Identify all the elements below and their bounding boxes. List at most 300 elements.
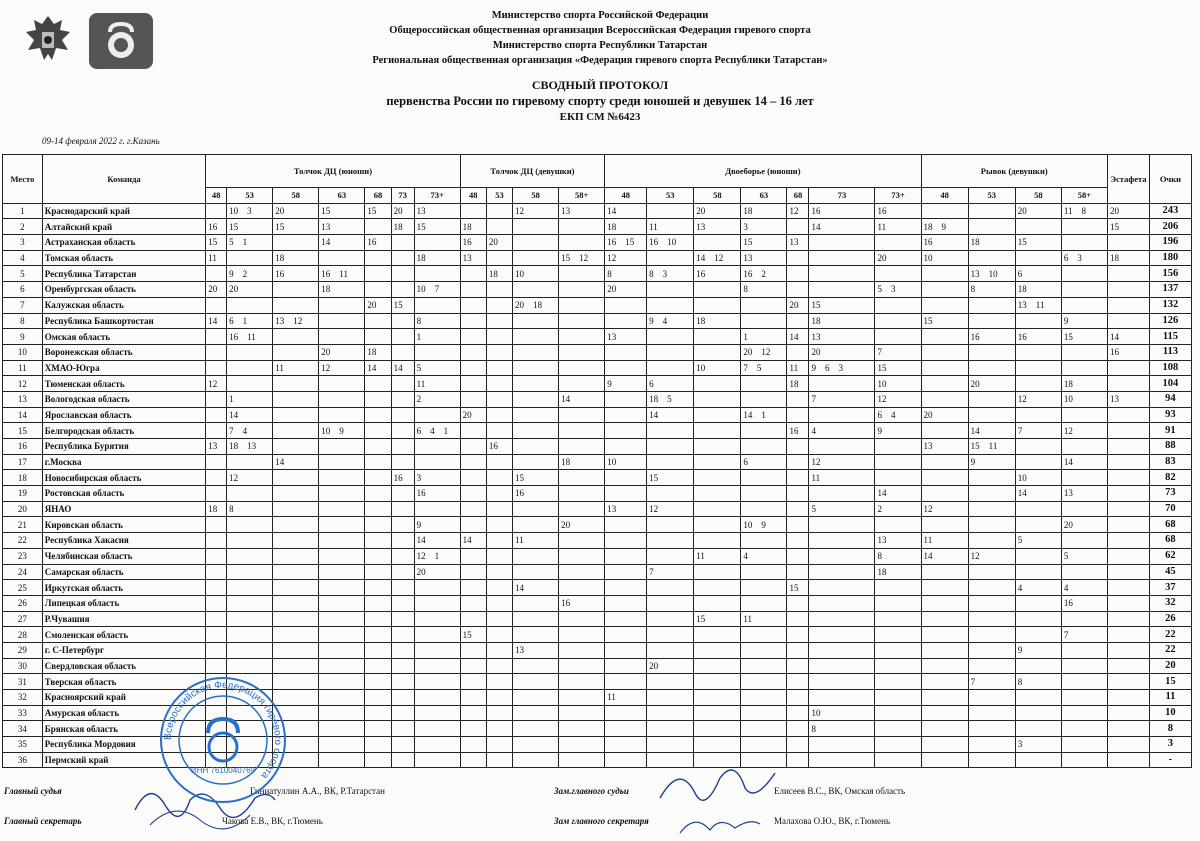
score-value: 8 3 — [649, 268, 668, 279]
score-cell — [486, 595, 512, 611]
score-cell — [486, 470, 512, 486]
score-cell — [787, 235, 809, 251]
score-value: 16 11 — [229, 331, 256, 342]
relay-cell — [1107, 548, 1149, 564]
stamp-inn: ИНН 7610040769 — [190, 766, 256, 775]
score-cell — [460, 391, 486, 407]
score-value: 8 — [607, 268, 612, 279]
score-cell — [875, 580, 921, 596]
place-cell: 10 — [3, 344, 43, 360]
score-cell — [414, 721, 460, 737]
score-value: 16 — [275, 268, 285, 279]
score-cell — [365, 282, 391, 298]
score-cell — [694, 470, 741, 486]
score-cell — [391, 376, 414, 392]
score-cell — [365, 690, 391, 706]
score-cell — [227, 611, 273, 627]
score-cell — [968, 611, 1015, 627]
weight-header: 73 — [809, 188, 875, 204]
table-row — [3, 470, 1192, 486]
score-value: 18 — [416, 253, 426, 264]
score-cell — [414, 313, 460, 329]
score-cell — [1015, 329, 1061, 345]
score-cell — [605, 533, 647, 549]
score-cell — [968, 642, 1015, 658]
score-cell — [391, 297, 414, 313]
score-cell — [559, 705, 605, 721]
score-value: 7 — [877, 347, 882, 358]
relay-cell — [1107, 721, 1149, 737]
score-cell — [741, 360, 787, 376]
score-value: 2 — [416, 394, 422, 405]
score-cell — [741, 595, 787, 611]
score-cell — [647, 658, 694, 674]
score-cell — [486, 235, 512, 251]
score-cell — [741, 580, 787, 596]
score-cell — [559, 470, 605, 486]
score-cell — [559, 360, 605, 376]
score-cell — [1015, 250, 1061, 266]
score-value: 16 — [462, 237, 472, 248]
relay-cell — [1107, 297, 1149, 313]
score-cell — [559, 611, 605, 627]
score-value: 4 — [1063, 582, 1069, 593]
points-cell: 115 — [1149, 329, 1191, 345]
score-cell — [968, 250, 1015, 266]
score-cell — [365, 611, 391, 627]
score-cell — [1061, 737, 1107, 753]
score-cell — [365, 297, 391, 313]
score-cell — [1061, 282, 1107, 298]
score-cell — [1061, 595, 1107, 611]
score-cell — [1015, 642, 1061, 658]
score-cell — [391, 203, 414, 219]
score-cell — [414, 486, 460, 502]
place-cell: 31 — [3, 674, 43, 690]
score-cell — [787, 297, 809, 313]
score-cell — [414, 219, 460, 235]
score-cell — [513, 705, 559, 721]
score-cell — [968, 235, 1015, 251]
score-cell — [206, 250, 227, 266]
score-cell — [486, 219, 512, 235]
relay-cell — [1107, 611, 1149, 627]
score-cell — [559, 423, 605, 439]
score-cell — [319, 250, 365, 266]
score-cell — [365, 203, 391, 219]
score-value: 16 15 — [607, 237, 635, 248]
score-cell — [227, 470, 273, 486]
score-cell — [365, 517, 391, 533]
score-cell — [1015, 219, 1061, 235]
score-cell — [875, 611, 921, 627]
score-cell — [1061, 329, 1107, 345]
table-row — [3, 533, 1192, 549]
score-value: 20 — [488, 237, 498, 248]
score-cell — [1015, 580, 1061, 596]
score-cell — [694, 564, 741, 580]
score-cell — [809, 454, 875, 470]
deputy-secretary-name: Малахова О.Ю., ВК, г.Тюмень — [774, 816, 891, 826]
score-cell — [921, 752, 968, 768]
score-cell — [273, 407, 319, 423]
score-cell — [875, 501, 921, 517]
score-value: 13 — [877, 535, 887, 546]
score-cell — [1061, 219, 1107, 235]
chief-judge-label: Главный судья — [4, 786, 62, 796]
score-cell — [1015, 454, 1061, 470]
deputy-secretary-label: Зам главного секретаря — [554, 816, 649, 826]
score-cell — [605, 313, 647, 329]
score-value: 15 — [743, 237, 753, 248]
score-cell — [647, 517, 694, 533]
score-cell — [414, 344, 460, 360]
score-cell — [787, 580, 809, 596]
score-value: 5 — [811, 504, 816, 515]
score-value: 7 — [649, 566, 654, 577]
score-value: 14 — [1017, 488, 1027, 499]
score-value: 14 — [649, 409, 659, 420]
score-cell — [460, 642, 486, 658]
relay-cell — [1107, 690, 1149, 706]
score-cell — [486, 266, 512, 282]
table-row — [3, 297, 1192, 313]
score-cell — [647, 313, 694, 329]
score-cell — [460, 752, 486, 768]
score-cell — [741, 250, 787, 266]
points-cell: 15 — [1149, 674, 1191, 690]
score-cell — [273, 376, 319, 392]
team-cell: Республика Татарстан — [42, 266, 205, 282]
score-cell — [273, 203, 319, 219]
organizer-line-2: Общероссийская общественная организация Всероссийская Федерация гиревого спорта — [389, 25, 811, 36]
document-title: СВОДНЫЙ ПРОТОКОЛ — [531, 78, 669, 92]
score-value: 14 — [1063, 457, 1073, 468]
score-cell — [414, 737, 460, 753]
score-cell — [1015, 313, 1061, 329]
score-cell — [460, 721, 486, 737]
points-cell: 82 — [1149, 470, 1191, 486]
score-cell — [875, 282, 921, 298]
score-cell — [559, 517, 605, 533]
score-cell — [414, 439, 460, 455]
score-value: 16 — [561, 598, 571, 609]
score-cell — [694, 690, 741, 706]
score-cell — [513, 313, 559, 329]
score-cell — [227, 642, 273, 658]
score-cell — [921, 407, 968, 423]
score-cell — [414, 564, 460, 580]
score-cell — [787, 391, 809, 407]
score-value: 16 2 — [743, 268, 766, 279]
score-cell — [647, 721, 694, 737]
score-cell — [513, 595, 559, 611]
score-cell — [809, 658, 875, 674]
score-value: 14 — [923, 551, 933, 562]
score-cell — [605, 297, 647, 313]
score-cell — [486, 439, 512, 455]
score-cell — [694, 439, 741, 455]
score-cell — [647, 611, 694, 627]
table-row — [3, 486, 1192, 502]
score-cell — [414, 282, 460, 298]
score-cell — [741, 486, 787, 502]
score-cell — [460, 439, 486, 455]
score-cell — [206, 391, 227, 407]
score-cell — [1061, 627, 1107, 643]
score-value: 20 — [462, 409, 472, 420]
table-row — [3, 266, 1192, 282]
score-cell — [206, 313, 227, 329]
points-cell: 68 — [1149, 533, 1191, 549]
score-cell — [809, 627, 875, 643]
score-value: 12 — [208, 378, 218, 389]
score-cell — [809, 376, 875, 392]
relay-cell — [1107, 360, 1149, 376]
team-cell: Республика Башкортостан — [42, 313, 205, 329]
score-cell — [319, 580, 365, 596]
points-cell: 73 — [1149, 486, 1191, 502]
score-cell — [787, 486, 809, 502]
score-cell — [694, 486, 741, 502]
score-cell — [968, 533, 1015, 549]
score-value: 12 1 — [416, 551, 440, 562]
score-cell — [559, 642, 605, 658]
ekp-number: ЕКП СМ №6423 — [559, 111, 641, 123]
score-cell — [486, 486, 512, 502]
score-value: 11 — [743, 613, 753, 624]
points-cell: 32 — [1149, 595, 1191, 611]
score-cell — [227, 344, 273, 360]
score-cell — [875, 548, 921, 564]
points-cell: 180 — [1149, 250, 1191, 266]
score-cell — [414, 407, 460, 423]
score-value: 4 — [743, 551, 748, 562]
score-cell — [1015, 690, 1061, 706]
score-cell — [227, 203, 273, 219]
score-cell — [460, 407, 486, 423]
team-cell: ЯНАО — [42, 501, 205, 517]
table-row — [3, 203, 1192, 219]
score-value: 1 — [743, 331, 748, 342]
score-cell — [206, 423, 227, 439]
score-cell — [460, 360, 486, 376]
score-cell — [1015, 266, 1061, 282]
score-cell — [486, 501, 512, 517]
points-cell: 8 — [1149, 721, 1191, 737]
score-cell — [968, 752, 1015, 768]
team-cell: Кировская область — [42, 517, 205, 533]
score-cell — [1015, 470, 1061, 486]
score-cell — [319, 391, 365, 407]
score-value: 18 — [367, 347, 377, 358]
score-cell — [559, 313, 605, 329]
score-cell — [273, 282, 319, 298]
score-cell — [921, 329, 968, 345]
score-cell — [968, 737, 1015, 753]
score-cell — [741, 407, 787, 423]
score-cell — [559, 501, 605, 517]
score-value: 9 — [970, 457, 976, 468]
points-cell: 10 — [1149, 705, 1191, 721]
team-cell: Республика Мордовия — [42, 737, 205, 753]
score-cell — [787, 470, 809, 486]
score-cell — [227, 501, 273, 517]
score-cell — [968, 548, 1015, 564]
score-cell — [968, 360, 1015, 376]
score-cell — [414, 642, 460, 658]
score-cell — [1015, 705, 1061, 721]
score-cell — [559, 266, 605, 282]
score-cell — [365, 658, 391, 674]
score-value: 7 5 — [743, 362, 762, 373]
score-cell — [414, 674, 460, 690]
score-cell — [319, 501, 365, 517]
score-cell — [391, 674, 414, 690]
date-place: 09-14 февраля 2022 г. г.Казань — [42, 136, 160, 146]
score-cell — [809, 297, 875, 313]
score-cell — [647, 219, 694, 235]
score-cell — [968, 376, 1015, 392]
score-value: 5 1 — [229, 237, 248, 248]
score-value: 20 — [208, 284, 218, 295]
score-cell — [513, 391, 559, 407]
score-value: 7 — [1063, 629, 1069, 640]
score-value: 15 — [275, 221, 285, 232]
score-cell — [486, 721, 512, 737]
score-value: 12 — [877, 394, 887, 405]
score-value: 9 — [1017, 645, 1023, 656]
score-cell — [921, 470, 968, 486]
relay-cell — [1107, 376, 1149, 392]
score-value: 20 18 — [515, 300, 543, 311]
score-cell — [1061, 533, 1107, 549]
score-value: 20 — [1063, 519, 1073, 530]
score-value: 16 11 — [321, 268, 348, 279]
score-cell — [787, 517, 809, 533]
score-value: 1 — [416, 331, 422, 342]
score-cell — [1015, 282, 1061, 298]
score-value: 4 — [811, 425, 816, 436]
place-cell: 30 — [3, 658, 43, 674]
score-cell — [391, 705, 414, 721]
score-cell — [227, 486, 273, 502]
score-cell — [391, 439, 414, 455]
score-cell — [921, 376, 968, 392]
score-cell — [391, 611, 414, 627]
score-cell — [391, 250, 414, 266]
score-value: 10 — [515, 268, 525, 279]
score-cell — [391, 690, 414, 706]
relay-cell: 16 — [1107, 344, 1149, 360]
score-cell — [605, 705, 647, 721]
score-cell — [741, 564, 787, 580]
score-value: 15 — [649, 472, 659, 483]
relay-cell: 20 — [1107, 203, 1149, 219]
score-value: 20 — [275, 206, 285, 217]
score-cell — [875, 564, 921, 580]
score-cell — [787, 627, 809, 643]
relay-cell — [1107, 313, 1149, 329]
score-cell — [559, 454, 605, 470]
score-value: 18 — [208, 504, 218, 515]
score-value: 16 — [1063, 598, 1073, 609]
score-cell — [1061, 376, 1107, 392]
score-cell — [809, 423, 875, 439]
score-cell — [875, 407, 921, 423]
score-value: 13 — [607, 331, 617, 342]
score-cell — [694, 533, 741, 549]
score-cell — [1061, 266, 1107, 282]
score-cell — [391, 486, 414, 502]
score-cell — [741, 737, 787, 753]
score-cell — [1061, 705, 1107, 721]
score-cell — [1061, 690, 1107, 706]
score-cell — [365, 360, 391, 376]
score-cell — [460, 470, 486, 486]
score-value: 20 — [367, 300, 377, 311]
place-cell: 16 — [3, 439, 43, 455]
score-cell — [460, 344, 486, 360]
points-cell: 94 — [1149, 391, 1191, 407]
score-cell — [319, 721, 365, 737]
place-cell: 19 — [3, 486, 43, 502]
score-cell — [875, 391, 921, 407]
score-cell — [460, 611, 486, 627]
score-cell — [921, 737, 968, 753]
score-cell — [809, 391, 875, 407]
score-value: 14 — [208, 315, 218, 326]
score-cell — [227, 627, 273, 643]
score-value: 2 — [877, 504, 882, 515]
score-cell — [694, 329, 741, 345]
score-cell — [365, 391, 391, 407]
score-cell — [741, 642, 787, 658]
score-value: 5 — [416, 362, 422, 373]
score-cell — [741, 548, 787, 564]
score-cell — [968, 658, 1015, 674]
score-cell — [1015, 423, 1061, 439]
score-value: 10 — [877, 378, 887, 389]
score-cell — [1015, 533, 1061, 549]
score-cell — [206, 486, 227, 502]
score-value: 10 — [607, 457, 617, 468]
table-row — [3, 501, 1192, 517]
table-row — [3, 313, 1192, 329]
score-cell — [414, 627, 460, 643]
score-cell — [414, 423, 460, 439]
score-cell — [391, 752, 414, 768]
score-cell — [206, 595, 227, 611]
header-points: Очки — [1149, 155, 1191, 204]
score-cell — [1061, 548, 1107, 564]
score-cell — [875, 313, 921, 329]
score-value: 11 — [208, 253, 217, 264]
header-jerk-girls: Толчок ДЦ (девушки) — [460, 155, 605, 188]
score-cell — [694, 674, 741, 690]
score-cell — [968, 470, 1015, 486]
score-cell — [365, 454, 391, 470]
score-cell — [1061, 454, 1107, 470]
score-cell — [559, 580, 605, 596]
relay-cell — [1107, 752, 1149, 768]
place-cell: 33 — [3, 705, 43, 721]
score-cell — [513, 454, 559, 470]
score-cell — [559, 344, 605, 360]
score-value: 12 — [1017, 394, 1027, 405]
score-cell — [319, 658, 365, 674]
score-value: 20 — [1017, 206, 1027, 217]
